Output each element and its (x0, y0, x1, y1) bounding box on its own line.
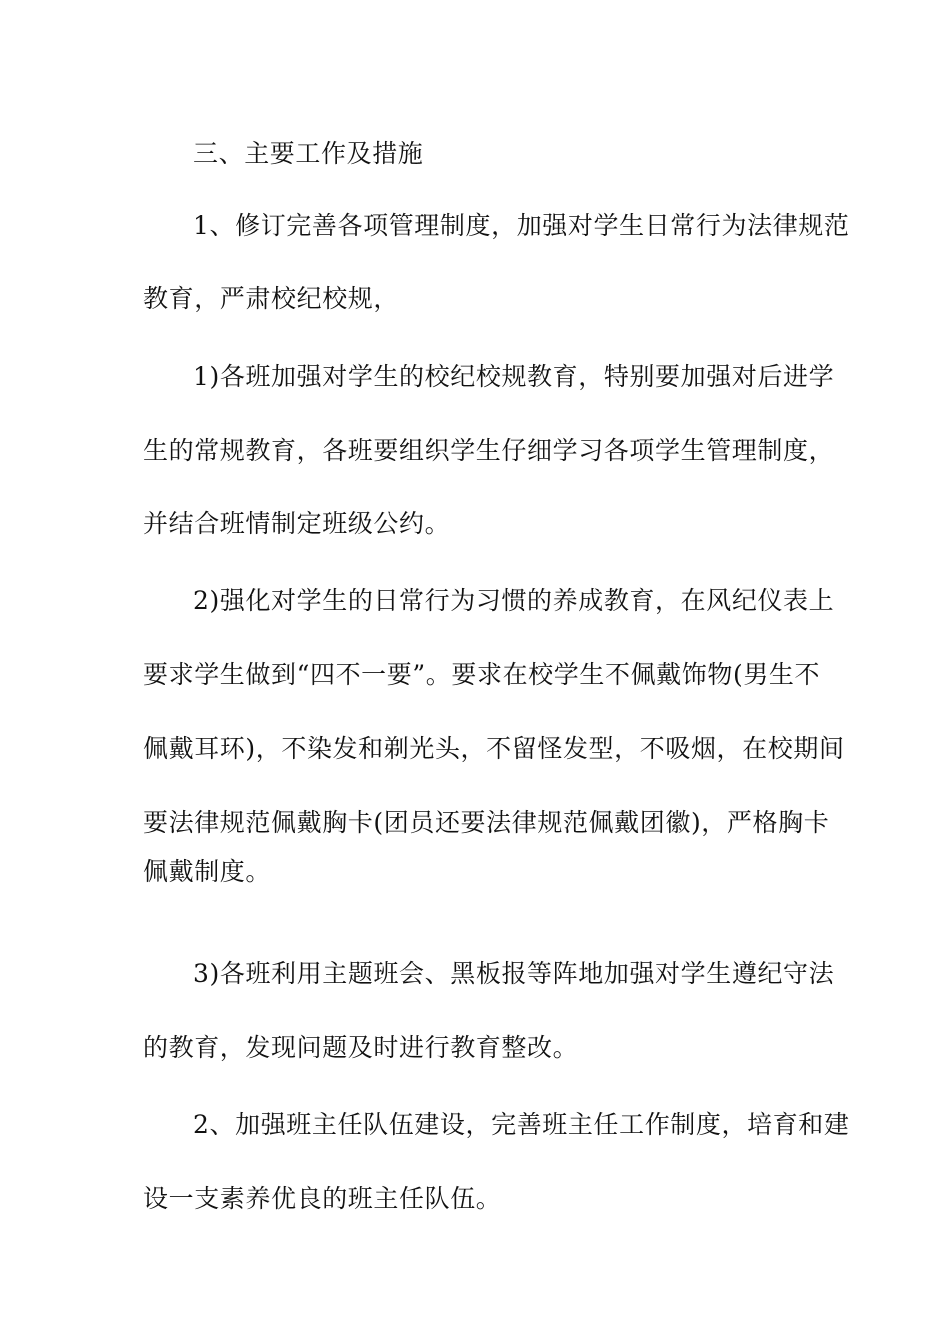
paragraph-line: 佩戴制度。 (143, 857, 272, 886)
paragraph-line: 生的常规教育，各班要组织学生仔细学习各项学生管理制度， (143, 436, 835, 465)
paragraph-line: 要法律规范佩戴胸卡(团员还要法律规范佩戴团徽)，严格胸卡 (143, 808, 830, 837)
paragraph-line: 1、修订完善各项管理制度，加强对学生日常行为法律规范 (193, 211, 850, 240)
paragraph-line: 的教育，发现问题及时进行教育整改。 (143, 1033, 579, 1062)
paragraph-line: 1)各班加强对学生的校纪校规教育，特别要加强对后进学 (193, 362, 835, 391)
paragraph-line: 2、加强班主任队伍建设，完善班主任工作制度，培育和建 (193, 1110, 850, 1139)
paragraph-line: 并结合班情制定班级公约。 (143, 509, 451, 538)
paragraph-line: 教育，严肃校纪校规， (143, 284, 400, 313)
paragraph-line: 设一支素养优良的班主任队伍。 (143, 1184, 502, 1213)
paragraph-line: 要求学生做到“四不一要”。要求在校学生不佩戴饰物(男生不 (143, 660, 821, 689)
paragraph-line: 3)各班利用主题班会、黑板报等阵地加强对学生遵纪守法 (193, 959, 835, 988)
section-heading: 三、主要工作及措施 (193, 139, 424, 168)
paragraph-line: 佩戴耳环)，不染发和剃光头，不留怪发型，不吸烟，在校期间 (143, 734, 845, 763)
paragraph-line: 2)强化对学生的日常行为习惯的养成教育，在风纪仪表上 (193, 586, 835, 615)
